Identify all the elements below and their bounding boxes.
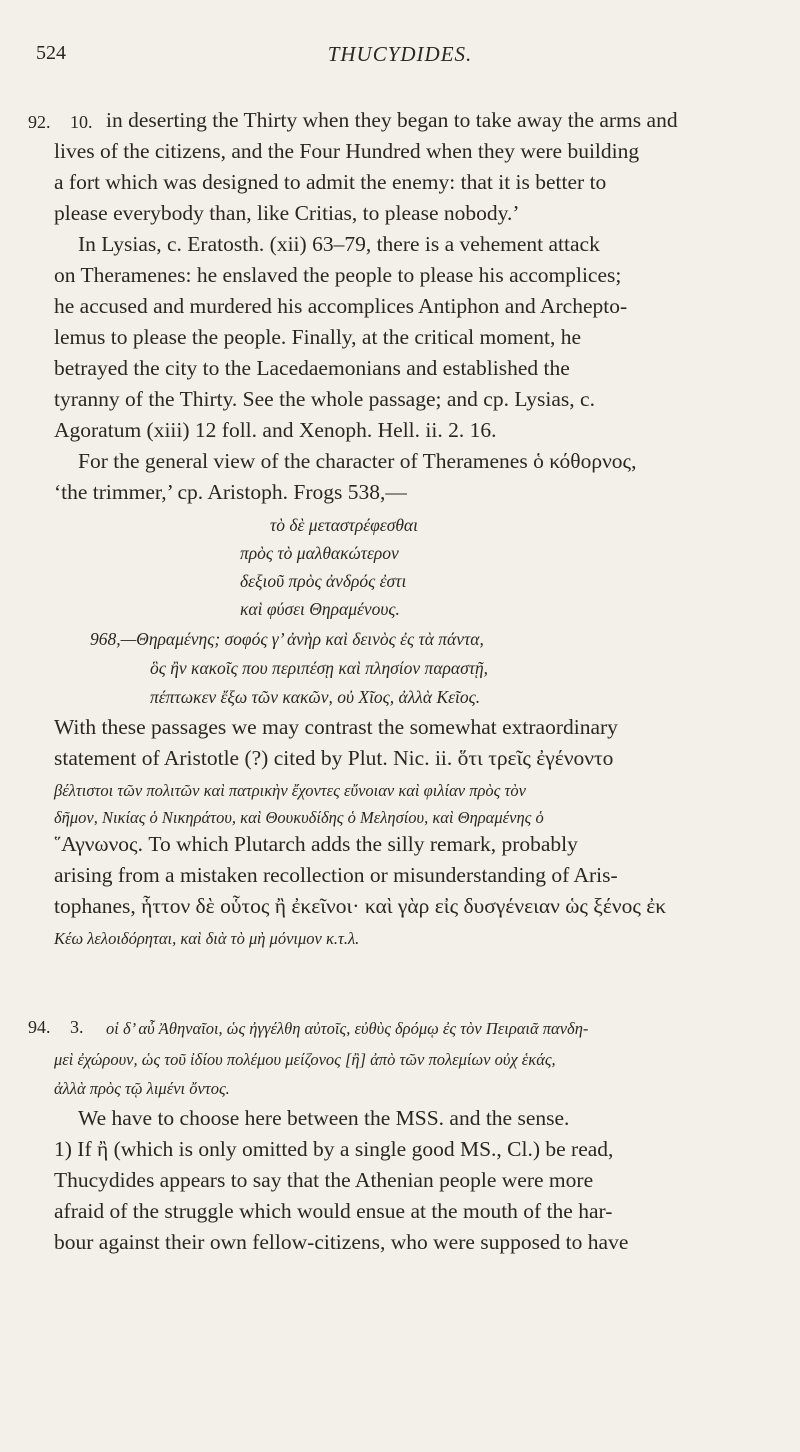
text-line: in deserting the Thirty when they began to take away the arms and (106, 108, 678, 132)
text-line: statement of Aristotle (?) cited by Plut. Nic. ii. ὅτι τρεῖς ἐγένοντο (54, 746, 614, 770)
text-line: 1) If ἢ (which is only omitted by a single good MS., Cl.) be read, (54, 1137, 614, 1161)
text-line: on Theramenes: he enslaved the people to please his accomplices; (54, 263, 622, 287)
page-header (0, 42, 800, 72)
greek-verse-line: δεξιοῦ πρὸς ἀνδρός ἐστι (240, 571, 407, 591)
greek-verse-line: πρὸς τὸ μαλθακώτερον (240, 543, 399, 563)
greek-line: ἀλλὰ πρὸς τῷ λιμένι ὄντος. (54, 1079, 230, 1098)
text-line: tophanes, ἧττον δὲ οὗτος ἢ ἐκεῖνοι· καὶ γὰρ εἰς δυσγένειαν ὡς ξένος ἐκ (54, 894, 667, 918)
greek-line: βέλτιστοι τῶν πολιτῶν καὶ πατρικὴν ἔχοντες εὔνοιαν καὶ φιλίαν πρὸς τὸν (54, 781, 526, 800)
text-line: please everybody than, like Critias, to please nobody.’ (54, 201, 520, 225)
text-line: lemus to please the people. Finally, at the critical moment, he (54, 325, 581, 349)
greek-verse-line: καὶ φύσει Θηραμένους. (240, 599, 400, 619)
greek-verse-line: 968,—Θηραμένης; σοφός γ’ ἀνὴρ καὶ δεινὸς ἐς τὰ πάντα, (90, 629, 484, 649)
greek-verse-line: ὃς ἢν κακοῖς που περιπέσῃ καὶ πλησίον παραστῇ, (150, 658, 489, 678)
text-line: arising from a mistaken recollection or misunderstanding of Aris- (54, 863, 618, 887)
chapter-number: 92. (28, 112, 51, 132)
greek-verse-line: πέπτωκεν ἔξω τῶν κακῶν, οὐ Χῖος, ἀλλὰ Κεῖος. (150, 687, 481, 707)
greek-verse-line: τὸ δὲ μεταστρέφεσθαι (270, 515, 418, 535)
note-number: 10. (70, 112, 93, 132)
greek-line: οἱ δ’ αὖ Ἀθηναῖοι, ὡς ἠγγέλθη αὐτοῖς, εὐθὺς δρόμῳ ἐς τὸν Πειραιᾶ πανδη- (106, 1019, 589, 1038)
text-line: Agoratum (xiii) 12 foll. and Xenoph. Hell. ii. 2. 16. (54, 418, 497, 442)
text-line: a fort which was designed to admit the enemy: that it is better to (54, 170, 607, 194)
greek-line: δῆμον, Νικίας ὁ Νικηράτου, καὶ Θουκυδίδης ὁ Μελησίου, καὶ Θηραμένης ὁ (54, 808, 544, 827)
text-line: tyranny of the Thirty. See the whole passage; and cp. Lysias, c. (54, 387, 595, 411)
text-line: afraid of the struggle which would ensue at the mouth of the har- (54, 1199, 613, 1223)
text-line: For the general view of the character of Theramenes ὁ κόθορνος, (78, 449, 637, 473)
text-line: ‘the trimmer,’ cp. Aristoph. Frogs 538,— (54, 480, 407, 504)
text-line: In Lysias, c. Eratosth. (xii) 63–79, there is a vehement attack (78, 232, 600, 256)
note-number: 3. (70, 1017, 84, 1037)
text-line: With these passages we may contrast the somewhat extraordinary (54, 715, 618, 739)
running-title: THUCYDIDES. (327, 42, 473, 66)
text-line: he accused and murdered his accomplices Antiphon and Archepto- (54, 294, 628, 318)
chapter-number: 94. (28, 1017, 51, 1037)
text-line: Thucydides appears to say that the Athenian people were more (54, 1168, 594, 1192)
text-line: We have to choose here between the MSS. and the sense. (78, 1106, 570, 1130)
text-line: lives of the citizens, and the Four Hundred when they were building (54, 139, 640, 163)
greek-line: Κέω λελοιδόρηται, καὶ διὰ τὸ μὴ μόνιμον κ.τ.λ. (54, 929, 360, 948)
greek-line: μεὶ ἐχώρουν, ὡς τοῦ ἰδίου πολέμου μείζονος [ἢ] ἀπὸ τῶν πολεμίων οὐχ ἑκάς, (54, 1050, 556, 1069)
text-line: betrayed the city to the Lacedaemonians and established the (54, 356, 570, 380)
text-line: bour against their own fellow-citizens, who were supposed to have (54, 1230, 629, 1254)
text-line: ῞Αγνωνος. To which Plutarch adds the silly remark, probably (54, 832, 578, 856)
page-number: 524 (36, 42, 66, 64)
